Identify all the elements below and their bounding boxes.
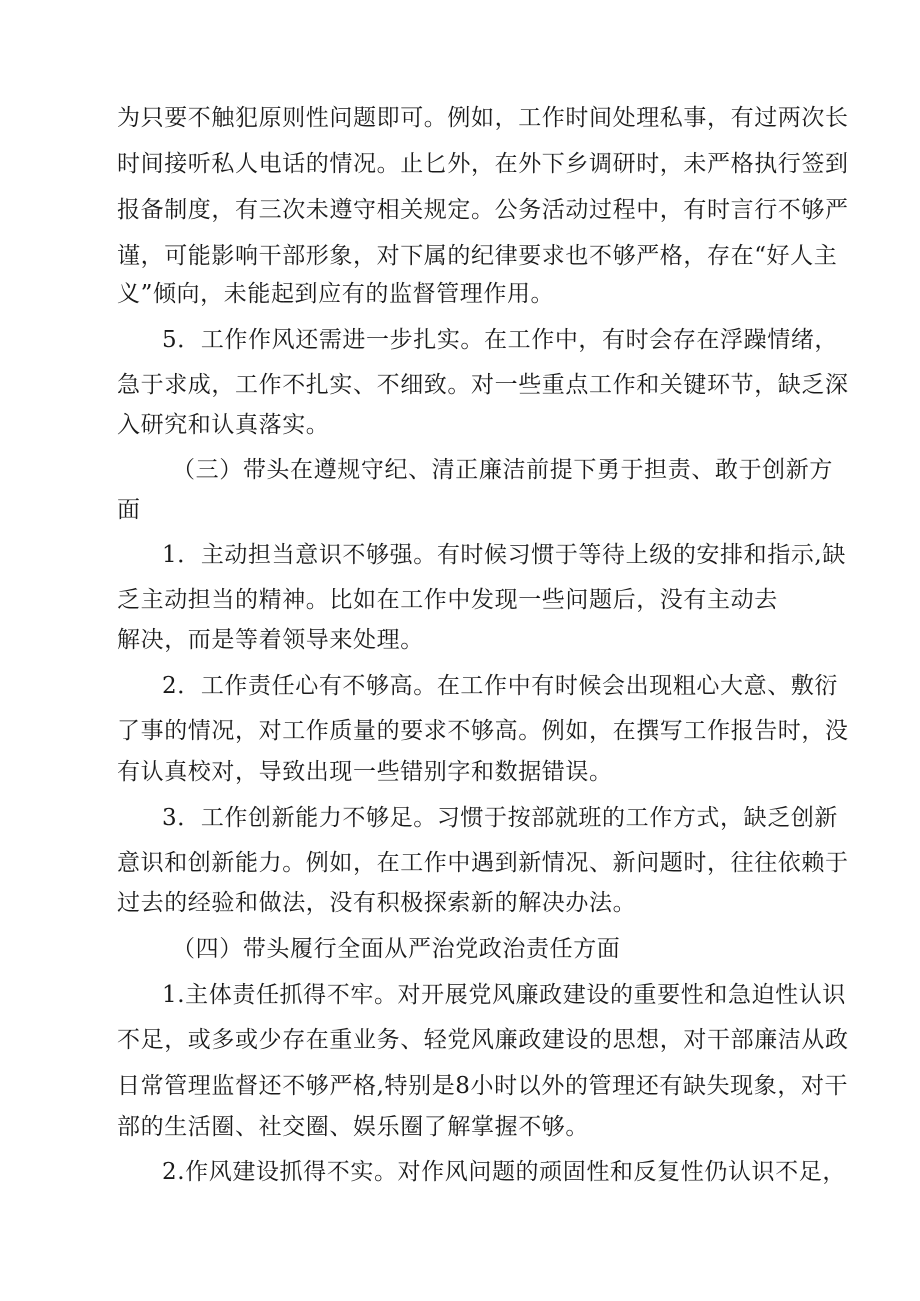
text-line: 报备制度，有三次未遵守相关规定。公务活动过程中，有时言行不够严 bbox=[117, 197, 849, 223]
section-heading-3-cont: 面 bbox=[117, 497, 141, 523]
text-line: 了事的情况，对工作质量的要求不够高。例如，在撰写工作报告时，没 bbox=[117, 718, 849, 744]
text-line: 义”倾向，未能起到应有的监督管理作用。 bbox=[117, 281, 555, 307]
text-line: 入研究和认真落实。 bbox=[117, 412, 330, 438]
paragraph-heading-2: 2．工作责任心有不够高。在工作中有时候会出现粗心大意、敷衍 bbox=[162, 673, 839, 699]
text-line: 部的生活圈、社交圈、娱乐圈了解掌握不够。 bbox=[117, 1114, 589, 1140]
paragraph-heading-3: 3．工作创新能力不够足。习惯于按部就班的工作方式，缺乏创新 bbox=[162, 805, 839, 831]
paragraph-heading-2b: 2.作风建设抓得不实。对作风问题的顽固性和反复性仍认识不足， bbox=[162, 1159, 846, 1185]
text-line: 时间接听私人电话的情况。止匕外，在外下乡调研时，未严格执行签到 bbox=[117, 151, 849, 177]
paragraph-heading-1b: 1.主体责任抓得不牢。对开展党风廉政建设的重要性和急迫性认识 bbox=[162, 982, 846, 1008]
text-line: 意识和创新能力。例如，在工作中遇到新情况、新问题时，往往依赖于 bbox=[117, 850, 849, 876]
text-line: 急于求成，工作不扎实、不细致。对一些重点工作和关键环节，缺乏深 bbox=[117, 372, 849, 398]
paragraph-heading-5: 5．工作作风还需进一步扎实。在工作中，有时会存在浮躁情绪， bbox=[162, 327, 839, 353]
section-heading-3: （三）带头在遵规守纪、清正廉洁前提下勇于担责、敢于创新方 bbox=[172, 457, 833, 483]
text-line: 不足，或多或少存在重业务、轻党风廉政建设的思想，对干部廉洁从政 bbox=[117, 1027, 849, 1053]
text-line: 谨，可能影响干部形象，对下属的纪律要求也不够严格，存在“好人主 bbox=[117, 243, 838, 269]
text-line: 过去的经验和做法，没有积极探索新的解决办法。 bbox=[117, 890, 637, 916]
paragraph-heading-1: 1．主动担当意识不够强。有时候习惯于等待上级的安排和指示,缺 bbox=[162, 542, 846, 568]
section-heading-4: （四）带头履行全面从严治党政治责任方面 bbox=[172, 936, 621, 962]
text-line: 解决，而是等着领导来处理。 bbox=[117, 627, 424, 653]
text-line: 为只要不触犯原则性问题即可。例如，工作时间处理私事，有过两次长 bbox=[117, 105, 849, 131]
text-line: 日常管理监督还不够严格,特别是8小时以外的管理还有缺失现象，对干 bbox=[117, 1073, 849, 1099]
text-line: 有认真校对，导致出现一些错别字和数据错误。 bbox=[117, 759, 613, 785]
text-line: 乏主动担当的精神。比如在工作中发现一些问题后，没有主动去 bbox=[117, 587, 778, 613]
